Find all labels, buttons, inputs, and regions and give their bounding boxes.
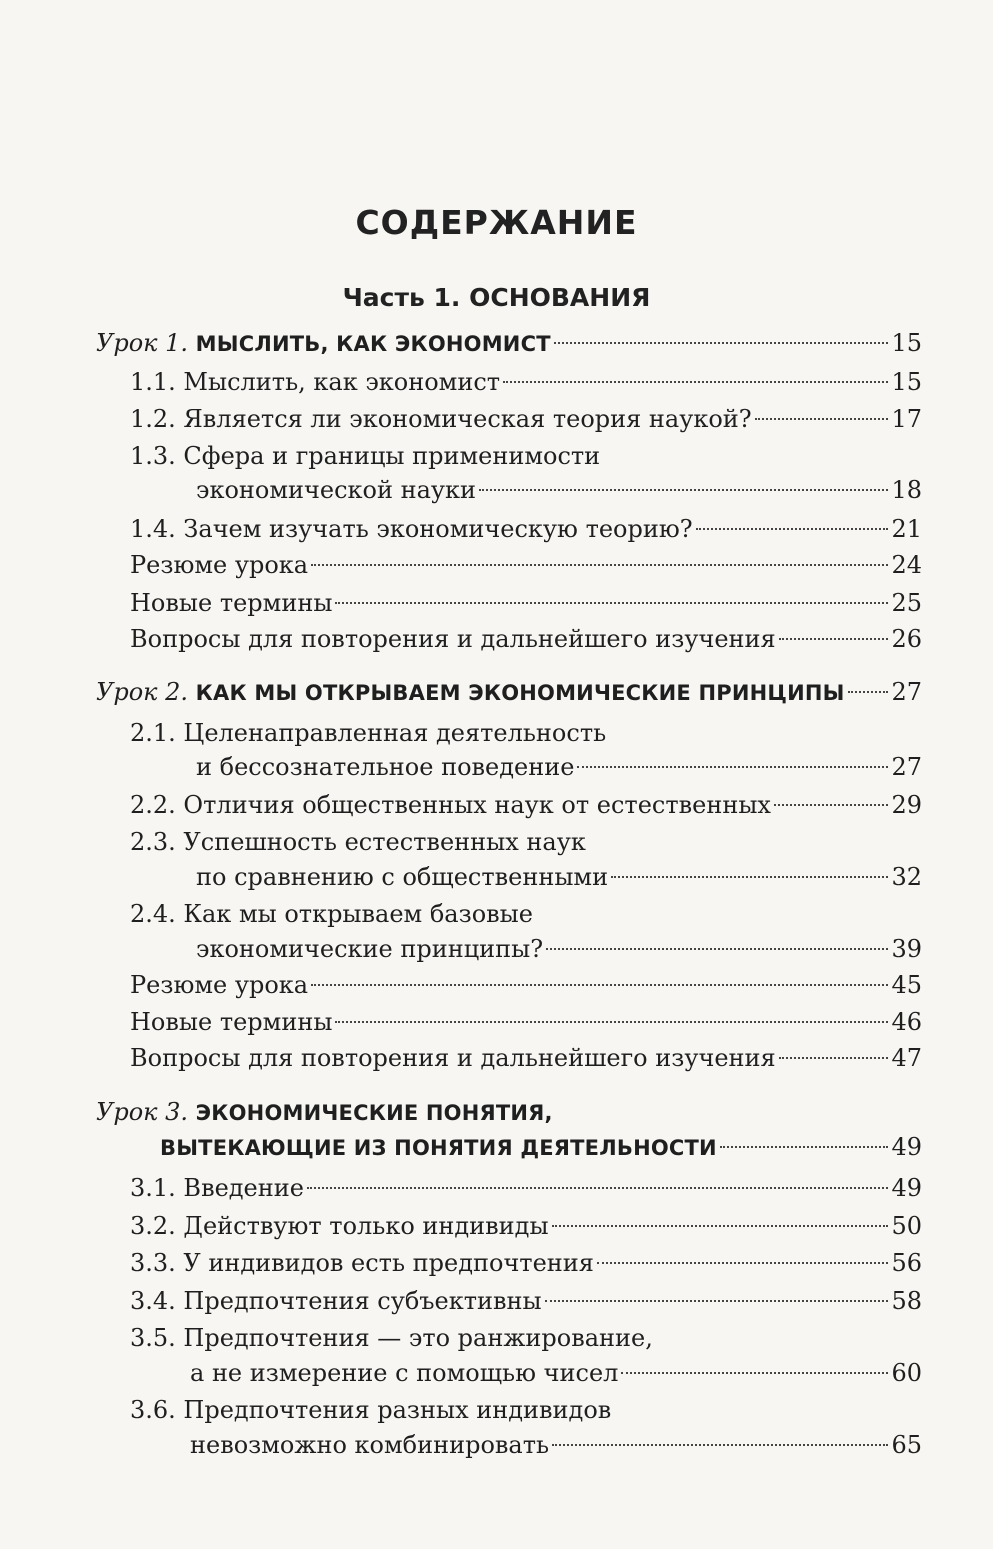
entry-title: 3.3. У индивидов есть предпочтения	[130, 1249, 594, 1277]
page-number: 27	[891, 753, 922, 781]
toc-line	[130, 1041, 922, 1075]
part-heading: Часть 1. ОСНОВАНИЯ	[342, 283, 651, 312]
dot-leader	[779, 1057, 889, 1059]
toc-line	[130, 1393, 611, 1427]
toc-line	[130, 1171, 922, 1205]
dot-leader	[720, 1146, 889, 1148]
entry-title: 2.4. Как мы открываем базовые	[130, 900, 533, 928]
entry-title: 3.6. Предпочтения разных индивидов	[130, 1396, 612, 1424]
toc-line	[130, 1246, 922, 1280]
entry-title: Резюме урока	[130, 551, 309, 579]
entry-title: по сравнению с общественными	[196, 863, 609, 891]
page-number: 47	[891, 1044, 922, 1072]
page-number: 15	[891, 368, 922, 396]
page-number: 56	[891, 1249, 922, 1277]
entry-title: 3.2. Действуют только индивиды	[130, 1212, 549, 1240]
toc-line	[130, 968, 922, 1002]
toc-line	[130, 548, 922, 582]
toc-line	[130, 788, 922, 822]
entry-title: Вопросы для повторения и дальнейшего изучения	[130, 625, 776, 653]
entry-title: экономической науки	[196, 476, 477, 504]
toc-line	[196, 473, 922, 507]
page-title: СОДЕРЖАНИЕ	[355, 203, 638, 242]
entry-title: Вопросы для повторения и дальнейшего изучения	[130, 1044, 776, 1072]
entry-title: а не измерение с помощью чисел	[190, 1359, 619, 1387]
entry-title: Новые термины	[130, 1008, 333, 1036]
dot-leader	[621, 1372, 888, 1374]
toc-line	[190, 1428, 922, 1462]
toc-line	[96, 675, 922, 710]
page-number: 26	[891, 625, 922, 653]
dot-leader	[552, 1225, 889, 1227]
entry-title: 3.4. Предпочтения субъективны	[130, 1287, 542, 1315]
entry-title: 1.1. Мыслить, как экономист	[130, 368, 501, 396]
toc-line	[190, 1356, 922, 1390]
entry-title: и бессознательное поведение	[196, 753, 575, 781]
entry-title: невозможно комбинировать	[190, 1431, 550, 1459]
toc-line	[96, 1095, 553, 1130]
toc-line	[130, 622, 922, 656]
entry-title: экономические принципы?	[196, 935, 544, 963]
page-number: 46	[891, 1008, 922, 1036]
lesson-number: Урок 3.	[96, 1098, 189, 1126]
page-number: 60	[891, 1359, 922, 1387]
dot-leader	[577, 766, 888, 768]
dot-leader	[503, 381, 888, 383]
toc-line	[96, 326, 922, 361]
toc-line	[130, 586, 922, 620]
dot-leader	[545, 1300, 889, 1302]
page-number: 27	[891, 678, 922, 706]
dot-leader	[779, 638, 889, 640]
page-number: 17	[891, 405, 922, 433]
lesson-title: МЫСЛИТЬ, КАК ЭКОНОМИСТ	[195, 332, 551, 356]
entry-title: 2.2. Отличия общественных наук от естественных	[130, 791, 771, 819]
entry-title: 3.1. Введение	[130, 1174, 304, 1202]
page-number: 24	[891, 551, 922, 579]
dot-leader	[611, 876, 888, 878]
entry-title: 2.1. Целенаправленная деятельность	[130, 719, 607, 747]
page-number: 49	[891, 1133, 922, 1161]
dot-leader	[307, 1187, 889, 1189]
page-number: 58	[891, 1287, 922, 1315]
lesson-heading	[96, 326, 551, 361]
dot-leader	[335, 1021, 888, 1023]
page-number: 15	[891, 329, 922, 357]
dot-leader	[774, 804, 888, 806]
page-number: 18	[891, 476, 922, 504]
lesson-heading	[96, 675, 845, 710]
toc-line	[130, 439, 600, 473]
toc-line	[130, 897, 533, 931]
lesson-title: ЭКОНОМИЧЕСКИЕ ПОНЯТИЯ,	[195, 1101, 553, 1125]
entry-title: Новые термины	[130, 589, 333, 617]
entry-title: 1.3. Сфера и границы применимости	[130, 442, 601, 470]
toc-line	[130, 716, 606, 750]
lesson-heading	[96, 1095, 553, 1130]
dot-leader	[335, 602, 888, 604]
entry-title: Резюме урока	[130, 971, 309, 999]
page-number: 32	[891, 863, 922, 891]
dot-leader	[546, 948, 888, 950]
toc-line	[130, 1284, 922, 1318]
toc-line	[196, 932, 922, 966]
dot-leader	[311, 984, 888, 986]
toc-line	[130, 1321, 653, 1355]
entry-title: 3.5. Предпочтения — это ранжирование,	[130, 1324, 653, 1352]
dot-leader	[755, 418, 889, 420]
toc-line	[130, 365, 922, 399]
entry-title: 1.4. Зачем изучать экономическую теорию?	[130, 515, 693, 543]
entry-title: 1.2. Является ли экономическая теория наукой?	[130, 405, 752, 433]
dot-leader	[479, 489, 888, 491]
page-number: 49	[891, 1174, 922, 1202]
page-number: 25	[891, 589, 922, 617]
dot-leader	[311, 564, 888, 566]
page-number: 50	[891, 1212, 922, 1240]
dot-leader	[597, 1262, 889, 1264]
lesson-number: Урок 2.	[96, 678, 189, 706]
page-number: 45	[891, 971, 922, 999]
toc-line	[130, 1005, 922, 1039]
toc-line	[130, 512, 922, 546]
entry-title: 2.3. Успешность естественных наук	[130, 828, 586, 856]
lesson-title: ВЫТЕКАЮЩИЕ ИЗ ПОНЯТИЯ ДЕЯТЕЛЬНОСТИ	[160, 1136, 717, 1160]
lesson-heading	[160, 1130, 717, 1165]
dot-leader	[696, 528, 889, 530]
lesson-number: Урок 1.	[96, 329, 189, 357]
dot-leader	[552, 1444, 888, 1446]
toc-line	[130, 825, 586, 859]
page-number: 39	[891, 935, 922, 963]
page-number: 21	[891, 515, 922, 543]
lesson-title: КАК МЫ ОТКРЫВАЕМ ЭКОНОМИЧЕСКИЕ ПРИНЦИПЫ	[195, 681, 845, 705]
toc-line	[160, 1130, 922, 1165]
page-number: 65	[891, 1431, 922, 1459]
toc-line	[130, 1209, 922, 1243]
dot-leader	[554, 342, 889, 344]
toc-line	[130, 402, 922, 436]
toc-line	[196, 750, 922, 784]
page-number: 29	[891, 791, 922, 819]
dot-leader	[848, 691, 889, 693]
toc-line	[196, 860, 922, 894]
